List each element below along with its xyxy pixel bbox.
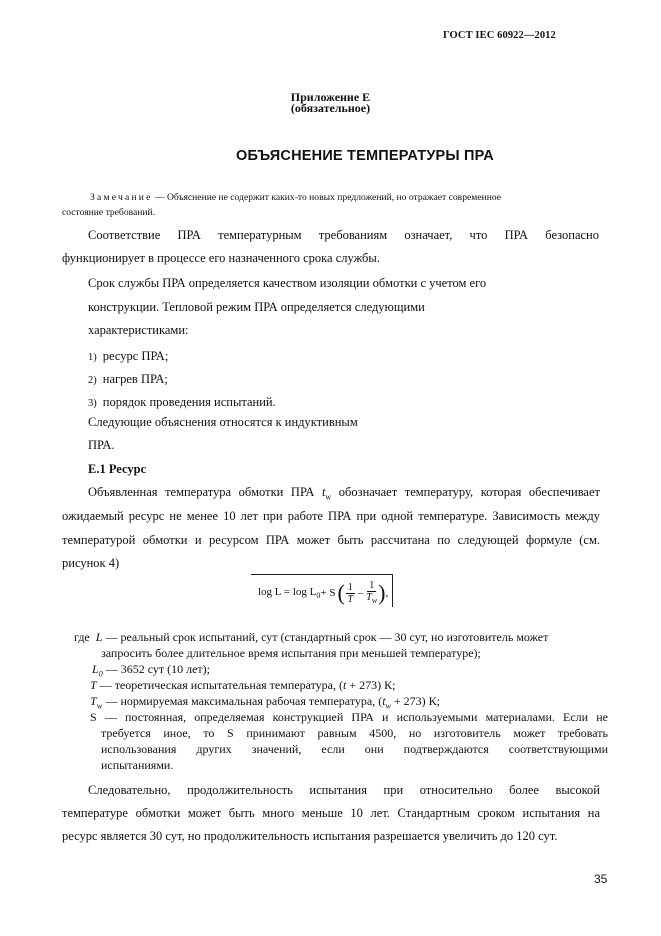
intro-p2-line1: Срок службы ПРА определяется качеством изоляции обмотки с учетом его xyxy=(88,276,487,290)
list-item-text: порядок проведения испытаний. xyxy=(102,395,276,409)
where-text: — реальный срок испытаний, сут (стандартный срок — 30 сут, но изготовитель может xyxy=(102,630,549,644)
where-L0: $L_0$ — 3652 сут (10 лет); xyxy=(92,662,210,679)
list-item xyxy=(88,393,276,411)
conclusion-line3: ресурс является 30 сут, но продолжительность испытания разрешается увеличить до 120 сут. xyxy=(62,829,558,843)
note-block xyxy=(62,190,600,220)
formula-paren-left: ( xyxy=(337,580,345,605)
where-S-line1: S — постоянная, определяемая конструкцией ПРА и используемыми материалами. Если не xyxy=(90,710,608,724)
following-line2: ПРА. xyxy=(88,438,115,452)
list-item-number: 3) xyxy=(88,398,97,409)
list-item-text: ресурс ПРА; xyxy=(102,349,169,363)
list-item xyxy=(88,370,168,388)
where-L-cont: запросить более длительное время испытания при меньшей температуре); xyxy=(101,646,481,660)
symbol-L: L xyxy=(95,630,103,644)
formula-lhs: $\log L = \log L_0$ xyxy=(258,585,321,601)
intro-p1-line2: функционирует в процессе его назначенного срока службы. xyxy=(62,251,380,265)
note-label: Замечание xyxy=(90,192,153,203)
section-title: Е.1 Ресурс xyxy=(88,462,147,476)
section-p1-line4: рисунок 4) xyxy=(62,556,120,570)
note-text-2: состояние требований. xyxy=(62,207,156,218)
page-title: ОБЪЯСНЕНИЕ ТЕМПЕРАТУРЫ ПРА xyxy=(236,148,494,164)
intro-p2-line2: конструкции. Тепловой режим ПРА определяется следующими xyxy=(88,300,425,314)
list-item-number: 2) xyxy=(88,375,97,386)
formula-plus: + S xyxy=(320,587,336,599)
section-p1-line2: ожидаемый ресурс не менее 10 лет при работе ПРА при одной температуре. Зависимость между xyxy=(62,509,600,523)
where-prefix: где xyxy=(74,630,90,644)
section-text: обозначает температуру, которая обеспечивает xyxy=(331,485,600,499)
list-item-number: 1) xyxy=(88,352,97,363)
where-Tw: $T_w$ — нормируемая максимальная рабочая температура, $(t_w + 273)$ К; xyxy=(90,694,441,711)
formula-fraction-2: $\frac{1}{T_w}$ xyxy=(366,580,378,605)
section-p1-line3: температурой обмотки и ресурсом ПРА может быть рассчитана по следующей формуле (см. xyxy=(62,533,600,547)
conclusion-line1: Следовательно, продолжительность испытания при относительно более высокой xyxy=(88,783,600,797)
where-S-line3: использования других значений, если они подтверждаются соответствующими xyxy=(101,742,608,756)
section-text: Объявленная температура обмотки ПРА xyxy=(88,485,322,499)
following-line1: Следующие объяснения относятся к индуктивным xyxy=(88,415,358,429)
annex-status: (обязательное) xyxy=(290,101,371,115)
note-text: — Объяснение не содержит каких-то новых предложений, но отражает современное xyxy=(152,192,502,203)
page-number: 35 xyxy=(594,872,608,886)
list-item xyxy=(88,347,168,365)
variable-subscript: w xyxy=(325,492,332,502)
intro-p1-line1: Соответствие ПРА температурным требованиям означает, что ПРА безопасно xyxy=(88,228,599,242)
document-header: ГОСТ IEC 60922—2012 xyxy=(443,30,556,41)
formula xyxy=(258,580,388,606)
formula-end: , xyxy=(385,587,389,599)
where-T: T — теоретическая испытательная температура, (t + 273) К; xyxy=(90,678,396,692)
annex-title: Приложение Е xyxy=(290,90,371,104)
intro-p2-line3: характеристиками: xyxy=(88,323,189,337)
list-item-text: нагрев ПРА; xyxy=(102,372,168,386)
where-S-line4: испытаниями. xyxy=(101,758,174,772)
formula-fraction-1: $\frac{1}{T}$ xyxy=(347,581,354,605)
formula-minus: – xyxy=(357,587,364,599)
where-S-line2: требуется иное, то S принимают равным 4500, но изготовитель может требовать xyxy=(101,726,608,740)
section-p1-line1 xyxy=(88,485,600,502)
formula-paren-right: ) xyxy=(378,580,386,605)
conclusion-line2: температуре обмотки может быть много меньше 10 лет. Стандартным сроком испытания на xyxy=(62,806,600,820)
where-L xyxy=(74,630,548,645)
variable-t: t xyxy=(321,485,326,499)
